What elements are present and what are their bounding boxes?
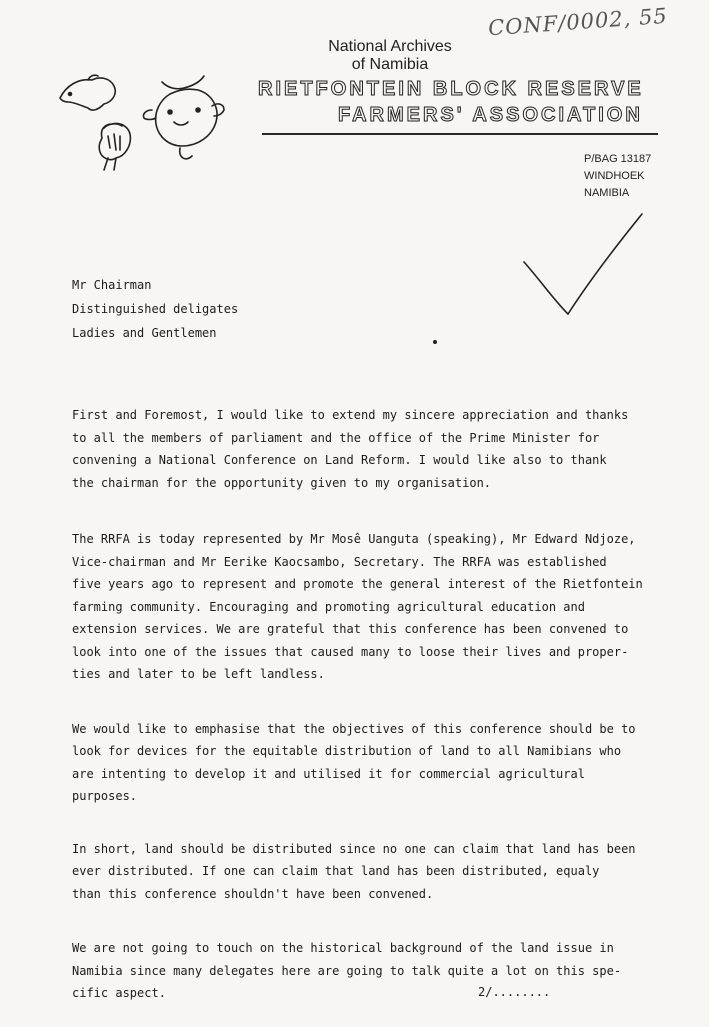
text-line: purposes. [72,789,138,803]
text-line: five years ago to represent and promote the general interest of the Rietfontein [72,577,643,591]
address-line: NAMIBIA [584,187,630,199]
paragraph [72,718,664,808]
text-line: look for devices for the equitable distribution of land to all Namibians who [72,744,622,758]
text-line: the chairman for the opportunity given to my organisation. [72,475,492,490]
text-line: are intenting to develop it and utilised it for commercial agricultural [72,766,585,781]
postal-address [584,151,651,202]
paragraph [72,937,664,1005]
text-line: cific aspect. [72,986,166,1000]
text-line: In short, land should be distributed since no one can claim that land has been [72,841,636,856]
letterhead-divider [262,133,658,135]
paragraph [72,404,664,494]
archive-stamp-line2: of Namibia [351,56,429,73]
paragraph [72,838,664,906]
text-line: than this conference shouldn't have been convened. [72,886,434,901]
text-line: convening a National Conference on Land Reform. I would like also to thank [72,453,607,467]
salutation-line: Distinguished deligates [72,302,239,316]
letterhead-line2: FARMERS' ASSOCIATION [338,104,643,126]
archive-stamp-line1: National Archives [328,38,452,55]
text-line: ever distributed. If one can claim that land has been distributed, equaly [72,864,600,878]
text-line: look into one of the issues that caused many to loose their lives and proper- [72,644,629,659]
salutation-line: Ladies and Gentlemen [72,326,217,340]
salutation [72,273,238,345]
address-line: WINDHOEK [584,170,645,182]
letter-body [72,404,664,1027]
text-line: The RRFA is today represented by Mr Mosê Uanguta (speaking), Mr Edward Ndjoze, [72,532,636,546]
bull-icon [162,76,204,89]
text-line: ties and later to be left landless. [72,667,325,681]
livestock-logo-icon [52,66,242,186]
text-line: Vice-chairman and Mr Eerike Kaocsambo, Secretary. The RRFA was established [72,554,607,569]
text-line: First and Foremost, I would like to extend my sincere appreciation and thanks [72,408,629,422]
text-line: to all the members of parliament and the office of the Prime Minister for [72,430,600,445]
letterhead-line1: RIETFONTEIN BLOCK RESERVE [258,78,644,100]
association-letterhead [258,76,644,128]
text-line: Namibia since many delegates here are going to talk quite a lot on this spe- [72,963,622,978]
text-line: We are not going to touch on the historical background of the land issue in [72,941,614,955]
archive-stamp [290,38,490,74]
handwritten-reference: CONF/0002, 55 [487,3,669,41]
ink-dot [433,340,437,344]
checkmark-icon [520,210,650,320]
salutation-line: Mr Chairman [72,278,152,292]
page-continuation-marker: 2/........ [478,985,551,999]
text-line: farming community. Encouraging and promoting agricultural education and [72,599,585,614]
paragraph [72,528,664,686]
text-line: We would like to emphasise that the objectives of this conference should be to [72,721,636,736]
address-line: P/BAG 13187 [584,153,652,165]
text-line: extension services. We are grateful that this conference has been convened to [72,622,629,636]
